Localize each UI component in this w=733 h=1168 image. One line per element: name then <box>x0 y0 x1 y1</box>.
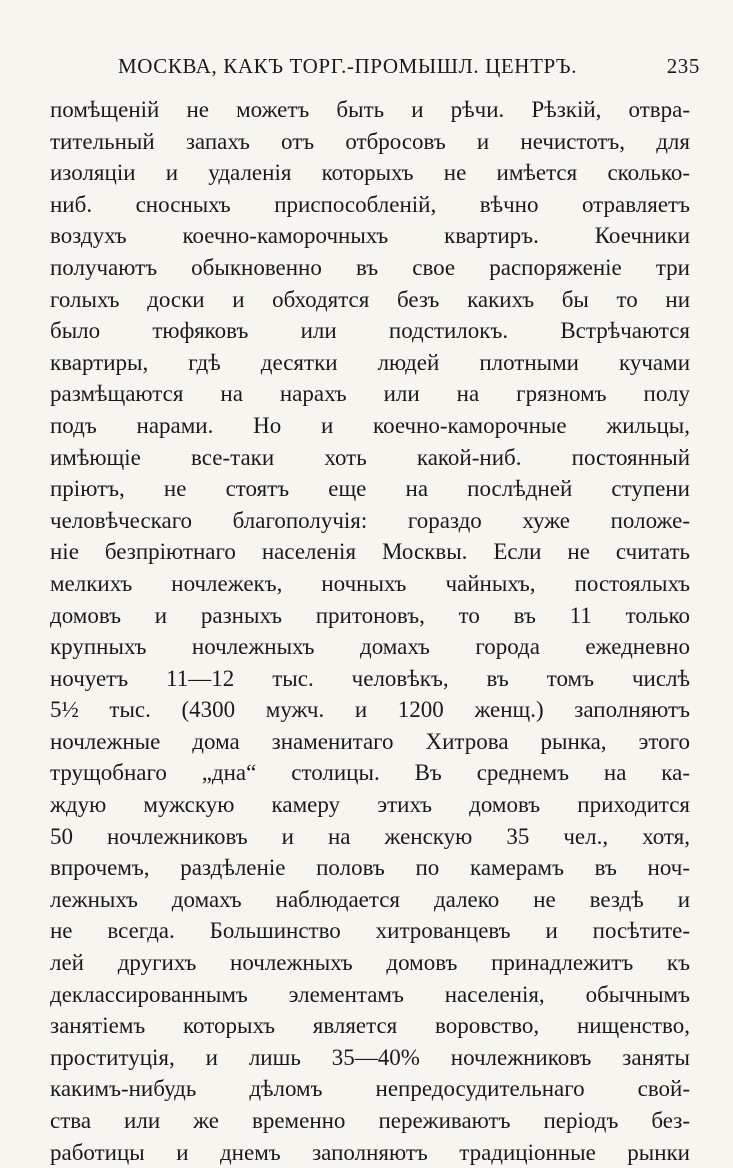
text-line: помѣщеній не можетъ быть и рѣчи. Рѣзкій, отвра- <box>50 97 690 122</box>
text-line: имѣющіе все-таки хоть какой-ниб. постоянный <box>50 444 690 470</box>
text-line: ниб. сносныхъ приспособленій, вѣчно отравляетъ <box>50 191 690 217</box>
text-line: было тюфяковъ или подстилокъ. Встрѣчаются <box>50 318 690 344</box>
text-line: пріютъ, не стоятъ еще на послѣдней ступени <box>50 476 690 502</box>
text-line: ночуетъ 11—12 тыс. человѣкъ, въ томъ числѣ <box>50 665 690 691</box>
text-line: проституція, и лишь 35—40% ночлежниковъ заняты <box>50 1044 690 1070</box>
text-line: размѣщаются на нарахъ или на грязномъ полу <box>50 381 690 407</box>
text-line: тительный запахъ отъ отбросовъ и нечистотъ, для <box>50 128 690 154</box>
body-text <box>50 94 690 1168</box>
page-number: 235 <box>666 54 700 78</box>
text-line: 50 ночлежниковъ и на женскую 35 чел., хотя, <box>50 823 690 849</box>
text-line: лей другихъ ночлежныхъ домовъ принадлежитъ къ <box>50 950 690 976</box>
text-line: какимъ-нибудь дѣломъ непредосудительнаго свой- <box>50 1076 690 1102</box>
text-line: ждую мужскую камеру этихъ домовъ приходится <box>50 792 690 818</box>
text-line: ніе безпріютнаго населенія Москвы. Если не считать <box>50 539 690 565</box>
running-head <box>118 54 700 84</box>
text-line: не всегда. Большинство хитрованцевъ и посѣтите- <box>50 918 690 944</box>
running-title: МОСКВА, КАКЪ ТОРГ.-ПРОМЫШЛ. ЦЕНТРЪ. <box>118 54 578 78</box>
text-line: впрочемъ, раздѣленіе половъ по камерамъ въ ноч- <box>50 855 690 881</box>
text-line: получаютъ обыкновенно въ свое распоряженіе три <box>50 254 690 280</box>
text-line: трущобнаго „дна“ столицы. Въ среднемъ на ка- <box>50 760 690 786</box>
text-line: подъ нарами. Но и коечно-каморочные жильцы, <box>50 412 690 438</box>
text-line: ства или же временно переживаютъ періодъ без- <box>50 1108 690 1133</box>
text-line: голыхъ доски и обходятся безъ какихъ бы то ни <box>50 286 690 312</box>
text-line: мелкихъ ночлежекъ, ночныхъ чайныхъ, постоялыхъ <box>50 570 690 596</box>
text-line: 5½ тыс. (4300 мужч. и 1200 женщ.) заполняютъ <box>50 697 690 723</box>
text-line: крупныхъ ночлежныхъ домахъ города ежедневно <box>50 634 690 660</box>
text-line: деклассированнымъ элементамъ населенія, обычнымъ <box>50 981 690 1007</box>
text-line: ночлежные дома знаменитаго Хитрова рынка, этого <box>50 728 690 754</box>
text-line: занятіемъ которыхъ является воровство, нищенство, <box>50 1013 690 1039</box>
text-line: изоляціи и удаленія которыхъ не имѣется сколько- <box>50 160 690 186</box>
text-line: лежныхъ домахъ наблюдается далеко не вездѣ и <box>50 886 690 912</box>
text-line: работицы и днемъ заполняютъ традиціонные рынки <box>50 1139 690 1165</box>
text-line: домовъ и разныхъ притоновъ, то въ 11 только <box>50 602 690 628</box>
text-line: воздухъ коечно-каморочныхъ квартиръ. Коечники <box>50 223 690 249</box>
text-line: квартиры, гдѣ десятки людей плотными кучами <box>50 349 690 375</box>
text-line: человѣческаго благополучія: гораздо хуже положе- <box>50 507 690 533</box>
